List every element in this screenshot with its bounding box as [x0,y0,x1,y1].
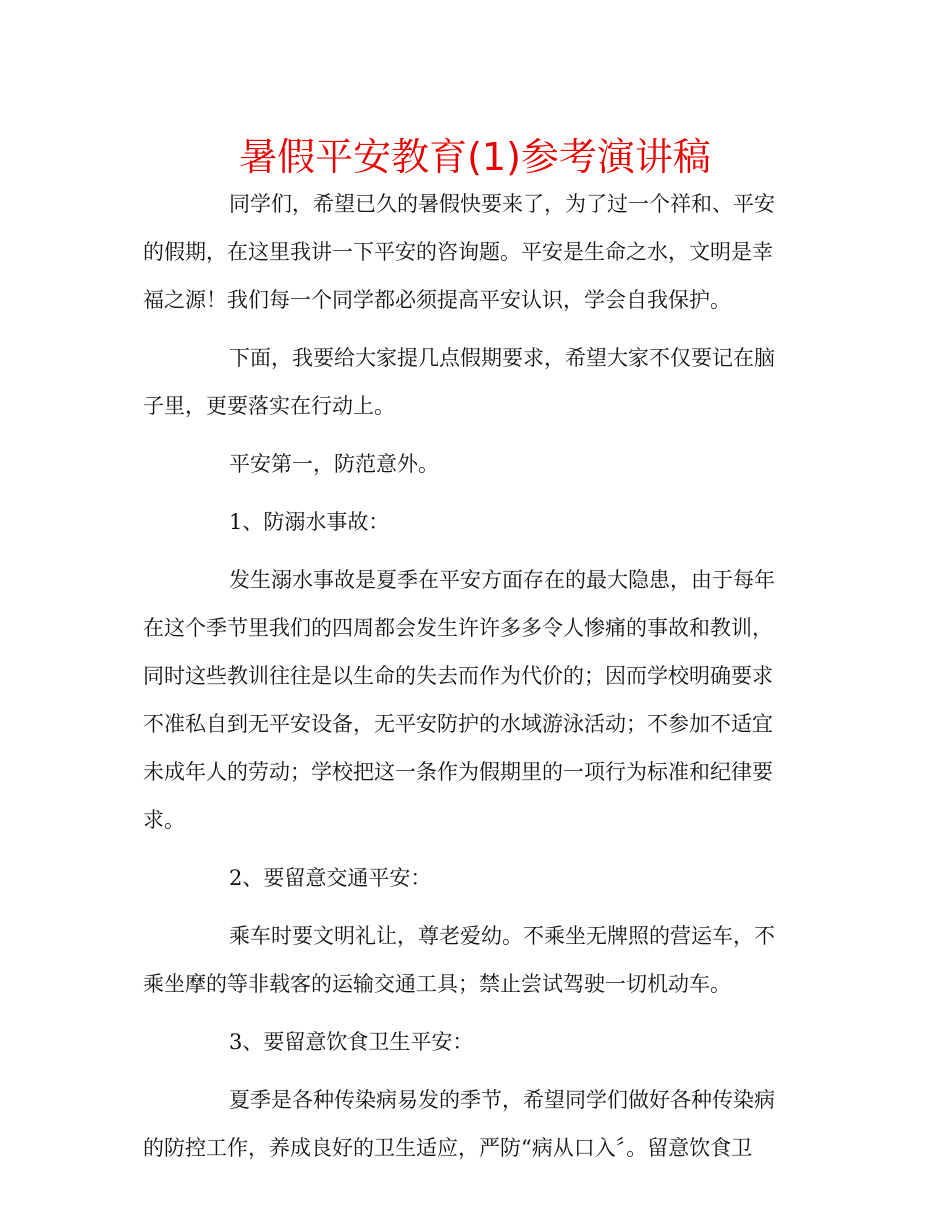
paragraph [143,180,809,324]
paragraph-line: 2、要留意交通平安： [229,866,432,890]
paragraph [143,556,809,844]
paragraph [143,1076,809,1172]
paragraph-line: 福之源！我们每一个同学都必须提高平安认识，学会自我保护。 [143,288,731,312]
paragraph-line: 在这个季节里我们的四周都会发生许许多多令人惨痛的事故和教训， [143,616,773,640]
document-body [143,180,809,1182]
paragraph-line: 求。 [143,808,185,832]
paragraph-line: 乘车时要文明礼让，尊老爱幼。不乘坐无牌照的营运车，不 [229,924,775,948]
paragraph [143,498,809,546]
paragraph-line: 的防控工作，养成良好的卫生适应，严防“病从口入〞。留意饮食卫 [143,1136,753,1160]
paragraph-line: 未成年人的劳动；学校把这一条作为假期里的一项行为标准和纪律要 [143,760,773,784]
paragraph-line: 乘坐摩的等非载客的运输交通工具；禁止尝试驾驶一切机动车。 [143,972,731,996]
paragraph-line: 1、防溺水事故： [229,510,390,534]
paragraph-line: 下面，我要给大家提几点假期要求，希望大家不仅要记在脑 [229,346,775,370]
paragraph-line: 不准私自到无平安设备，无平安防护的水域游泳活动；不参加不适宜 [143,712,773,736]
paragraph-line: 3、要留意饮食卫生平安： [229,1030,474,1054]
paragraph-line: 平安第一，防范意外。 [229,452,439,476]
document-title: 暑假平安教育(1)参考演讲稿 [239,135,711,179]
paragraph-line: 发生溺水事故是夏季在平安方面存在的最大隐患，由于每年 [229,568,775,592]
paragraph-line: 同学们，希望已久的暑假快要来了，为了过一个祥和、平安 [229,192,775,216]
paragraph-line: 同时这些教训往往是以生命的失去而作为代价的；因而学校明确要求 [143,664,773,688]
paragraph [143,912,809,1008]
paragraph [143,334,809,430]
paragraph [143,854,809,902]
paragraph-line: 的假期，在这里我讲一下平安的咨询题。平安是生命之水，文明是幸 [143,240,773,264]
paragraph-line: 夏季是各种传染病易发的季节，希望同学们做好各种传染病 [229,1088,775,1112]
paragraph [143,1018,809,1066]
paragraph [143,440,809,488]
paragraph-line: 子里，更要落实在行动上。 [143,394,395,418]
